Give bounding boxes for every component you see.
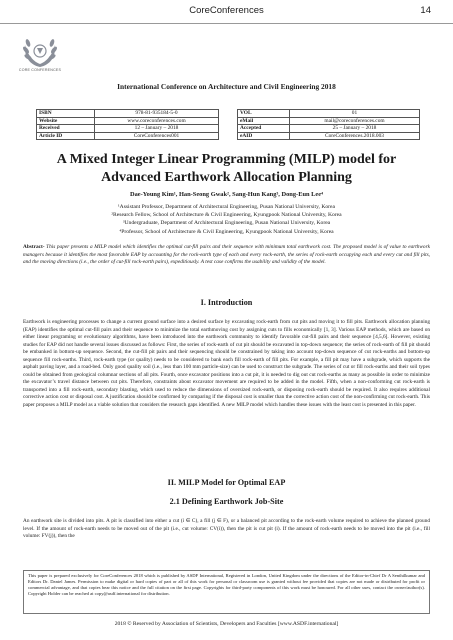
metadata-row (37, 117, 420, 125)
article-id-value: CoreConferences001 (95, 132, 219, 140)
affiliation-list (0, 203, 453, 236)
subsection-2-1-heading: 2.1 Defining Earthwork Job-Site (169, 497, 284, 506)
subsection-2-1-body: An earthwork site is divided into pits. A pit is classified into either a cut (i ∈ C), a fill (j ∈ F), or a balanced pit according to the rock-earth volume required to achieve the planned ground level. If the amount of rock-earth needs to be moved out of the pit (i.e., cut volume: CV(i)), then the pit is cut pit (i). If the amount of rock-earth needs to be moved into the pit (i.e., fill volume: FV(j)), then the (23, 518, 430, 540)
vol-value: 01 (290, 110, 420, 118)
email-value[interactable]: mail@coreconferences.com (290, 117, 420, 125)
accepted-label: Accepted (238, 125, 290, 133)
conference-title: International Conference on Architecture and Civil Engineering 2018 (117, 82, 336, 91)
paper-title-line-2: Advanced Earthwork Allocation Planning (101, 169, 352, 185)
publication-notice: This paper is prepared exclusively for CoreConferences 2018 which is published by ASDF International, Registered in London, United Kingdom under the directions of the Editor-in-Chief Dr A Senthilkumar and Editors Dr. Daniel James. Permission to make digital or hard copies of part or all of this work for personal or classroom use is granted without fee provided that copies are not made or distributed for profit or commercial advantage, and that copies bear this notice and the full citation on the first page. Copyrights for third-party components of this work must be honoured. For all other uses, contact the owner/author(s). Copyright Holder can be reached at copy@asdf.international for distribution. (23, 570, 430, 614)
metadata-table (36, 109, 420, 140)
eaid-value: CoreConferences.2018.003 (290, 132, 420, 140)
running-header (0, 0, 453, 24)
laurel-wreath-icon (18, 31, 62, 71)
affiliation-4: ⁴Professor, School of Architecture & Civil Engineering, Kyungpook National University, Korea (119, 228, 334, 235)
journal-name: CoreConferences (189, 5, 264, 16)
affiliation-2: ²Research Fellow, School of Architecture & Civil Engineering, Kyungpook National University, Korea (111, 212, 342, 219)
copyright-line: 2018 © Reserved by Association of Scientists, Developers and Faculties [www.ASDF.international] (114, 621, 339, 627)
table-gap (219, 117, 238, 125)
section-2-heading: II. MILP Model for Optimal EAP (167, 478, 286, 487)
section-1-heading: I. Introduction (200, 298, 253, 307)
isbn-value: 978-81-935184-5-0 (95, 110, 219, 118)
received-label: Received (37, 125, 95, 133)
email-label: eMail (238, 117, 290, 125)
abstract (23, 244, 430, 267)
abstract-text: This paper presents a MILP model which identifies the optimal cut-fill pairs and their sequence with minimum total earthwork cost. The proposed model is of value to earthwork managers because it identifies the most favorable EAP by accounting for the rock-earth type of each and every rock-earth, the series of rock-earth occupying each and every cut and fill pits, and the moving directions (i.e., the order of cut-fill rock-earth pairs), expeditiously. A test case confirms the usability and validity of the model. (23, 244, 430, 266)
metadata-row (37, 110, 420, 118)
table-gap (219, 110, 238, 118)
isbn-label: ISBN (37, 110, 95, 118)
website-label: Website (37, 117, 95, 125)
metadata-row (37, 132, 420, 140)
author-list: Dae-Young Kim¹, Han-Seong Gwak², Sang-Hun Kang³, Dong-Eun Lee⁴ (129, 191, 324, 198)
vol-label: VOL (238, 110, 290, 118)
table-gap (219, 132, 238, 140)
affiliation-3: ³Undergraduate, Department of Architectural Engineering, Pusan National University, Korea (122, 220, 331, 227)
paper-title (0, 151, 453, 186)
website-value[interactable]: www.coreconferences.com (95, 117, 219, 125)
logo-text: CORE CONFERENCES (18, 68, 62, 72)
accepted-value: 25 – January – 2018 (290, 125, 420, 133)
eaid-label: eAID (238, 132, 290, 140)
affiliation-1: ¹Assistant Professor, Department of Architectural Engineering, Pusan National University, Korea (117, 204, 336, 210)
article-id-label: Article ID (37, 132, 95, 140)
abstract-label: Abstract- (23, 244, 45, 250)
received-value: 12 – January – 2018 (95, 125, 219, 133)
page-number: 14 (420, 5, 431, 16)
table-gap (219, 125, 238, 133)
metadata-row (37, 125, 420, 133)
section-1-body: Earthwork is engineering processes to change a current ground surface into a desired surface by excavating rock-earth from cut pits and moving it to fill pits. Earthwork allocation planning (EAP) identifies the optimal cut-fill pairs and their sequence to minimize the total earthmoving cost by assigning cuts to fills economically [1, 3]. Various EAP methods, which are based on either linear programing or evolutionary algorithms, have been introduced into the earthwork community to identify favorable cut-fill pairs and their sequence [4,5,6]. However, existing studies for EAP did not handle several issues discussed as follows: First, the series of rock-earth of cut pit should be excavated in top-down sequence; the series of rock-earth of fill pit should be embanked in bottom-up sequence. Second, the cut-fill pit pairs and their sequencing should be constrained by taking into account top-down sequence of cut rock-earths and bottom-up sequence fill rock-earths. Third, rock-earth type (or quality) needs to be considered to bank each fill rock-earth of fill pits. For example, a fill pit may have a subgrade, which supports the asphalt paving layer, and a road-bed. Only good quality soil (i.e., less than 100 mm particle-size) can be used to construct the subgrade. The series of cut or fill rock-earths and their soil types could be obtained from geological columnar sections of all pits. Fourth, once excavator positions into a cut pit, it is needed to dig out cut rock-earths as many as possible in order to minimize the excavator’s travel distance between cut pits. Therefore, constraints about excavator movement are required to be added in the model. Fifth, when a non-conforming cut rock-earth is transported into a fill rock-earth, secondary blasting, which used to reduce the dimensions of oversized rock-earth, or disposing rock-earth should be required. It also requires additional corrective action cost or disposal cost. A justification should be confirmed by comparing if the disposal cost is smaller than the corrective action cost of the non-confirming cut rock-earth. This paper proposes a MILP model as a viable solution that considers the research gaps identified. A new MILP model which handles these issues with the least cost is presented in this paper. (23, 319, 430, 409)
paper-title-line-1: A Mixed Integer Linear Programming (MILP) model for (56, 152, 397, 167)
